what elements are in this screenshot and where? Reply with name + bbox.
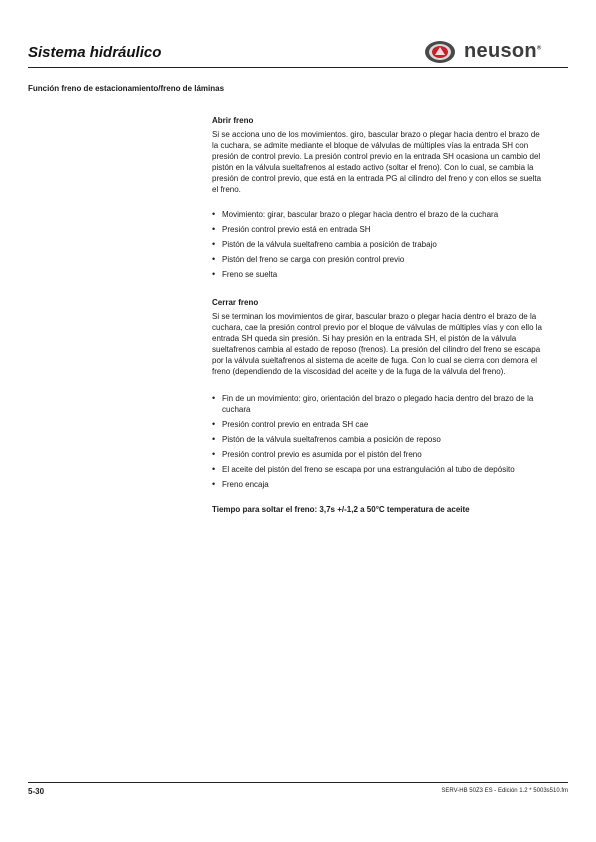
list-item: • Freno se suelta: [212, 269, 542, 280]
open-brake-section: [212, 116, 542, 280]
close-brake-heading: Cerrar freno: [212, 298, 259, 307]
open-brake-heading: Abrir freno: [212, 116, 254, 125]
document-reference: SERV-HB 50Z3 ES - Edición 1.2 * 5003s510.fm: [441, 788, 568, 794]
release-time-note: Tiempo para soltar el freno: 3,7s +/-1,2 a 50°C temperatura de aceite: [212, 505, 470, 514]
close-brake-section: [212, 298, 542, 490]
section-heading: Función freno de estacionamiento/freno de láminas: [28, 84, 225, 93]
list-item: • Pistón del freno se carga con presión control previo: [212, 254, 542, 265]
open-brake-paragraph: Si se acciona uno de los movimientos. giro, bascular brazo o plegar hacia dentro el brazo de la cuchara, se admite mediante el bloque de válvulas de múltiples vías la entrada SH con presión de control previo. La presión control previo en la entrada SH ocasiona un cambio del pistón en la válvula sueltafrenos al estado activo (soltar el freno). Con lo cual, se cambia la presión de control previo, que está en la entrada PG al cilindro del freno y con ellos se suelta el freno.: [212, 130, 542, 194]
list-item: • Pistón de la válvula sueltafreno cambia a posición de trabajo: [212, 239, 542, 250]
list-item: • Freno encaja: [212, 479, 542, 490]
close-brake-bullet-list: [212, 393, 542, 490]
list-item: • Presión control previo está en entrada SH: [212, 224, 542, 235]
main-content: [212, 116, 542, 523]
neuson-logo-mark-icon: [424, 40, 456, 64]
list-item: • Pistón de la válvula sueltafrenos cambia a posición de reposo: [212, 434, 542, 445]
list-item: • Presión control previo es asumida por el pistón del freno: [212, 449, 542, 460]
list-item: • Movimiento: girar, bascular brazo o plegar hacia dentro el brazo de la cuchara: [212, 209, 542, 220]
neuson-logo-text: neuson®: [464, 40, 542, 62]
list-item: • Fin de un movimiento: giro, orientación del brazo o plegado hacia dentro del brazo de la cuchara: [212, 393, 542, 415]
footer-divider: [28, 782, 568, 783]
page-number: 5-30: [28, 787, 45, 796]
list-item: • El aceite del pistón del freno se escapa por una estrangulación al tubo de depósito: [212, 464, 542, 475]
open-brake-bullet-list: [212, 209, 542, 280]
page-title: Sistema hidráulico: [28, 44, 162, 61]
header-divider: [28, 67, 568, 68]
list-item: • Presión control previo en entrada SH cae: [212, 419, 542, 430]
close-brake-paragraph: Si se terminan los movimientos de girar, bascular brazo o plegar hacia dentro el brazo de la cuchara, cae la presión control previo por el bloque de válvulas de múltiples vías y con ello la entrada SH queda sin presión. Si hay presión en la entrada SH, el pistón de la válvula sueltafrenos cambia al estado de reposo (frenos). La presión del cilindro del freno se escapa por la válvula sueltafrenos al sistema de aceite de fuga. Con lo cual se cierra con demora el freno (dependiendo de la viscosidad del aceite y de la fuga de la válvula del freno).: [212, 312, 542, 376]
